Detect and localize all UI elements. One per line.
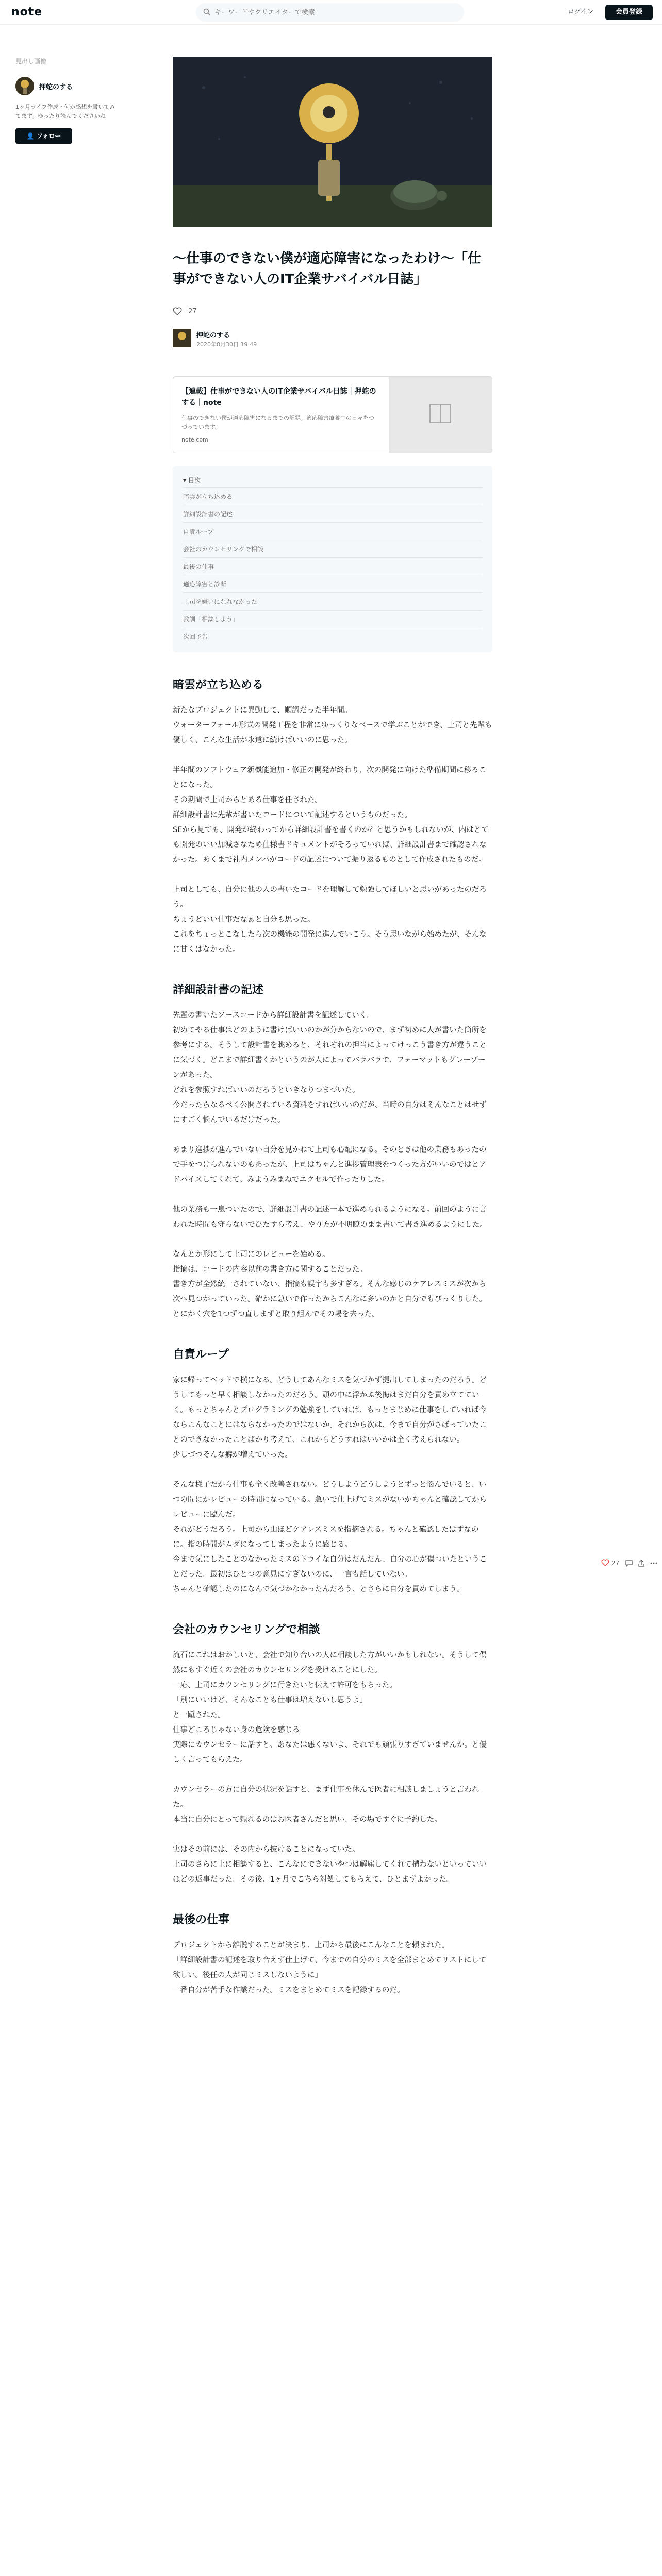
paragraph-line: とにかく穴を1つずつ直しまずと取り組んでその場を去った。 (173, 1310, 379, 1318)
paragraph-line: 少しづつそんな癖が増えていった。 (173, 1451, 292, 1459)
search-box[interactable] (196, 3, 464, 22)
heart-icon[interactable] (173, 307, 182, 315)
author-description: 1ヶ月ライフ作成・何か感想を書いてみてます。ゆったり読んでくださいね (15, 104, 115, 120)
note-logo[interactable]: note (11, 6, 43, 19)
toc-heading[interactable]: ▾ 目次 (183, 477, 201, 484)
follow-label: フォロー (36, 132, 61, 140)
section-heading: 最後の仕事 (173, 1913, 230, 1926)
toc-item[interactable]: 会社のカウンセリングで相談 (183, 540, 482, 557)
paragraph-line: 今だったらなるべく公開されている資料をすればいいのだが、当時の自分はそんなことはせずにすごく悩んでいるだけだった。 (173, 1101, 487, 1124)
paragraph-line: 一応、上司にカウンセリングに行きたいと伝えて許可をもらった。 (173, 1681, 397, 1689)
paragraph-line: どれを参照すればいいのだろうといきなりつまづいた。 (173, 1086, 360, 1094)
toc-item[interactable]: 自責ループ (183, 522, 482, 540)
paragraph-line: それがどうだろう。上司から山ほどケアレスミスを指摘される。ちゃんと確認したはずなのに。指の時間がムダになってしまったように感じる。 (173, 1526, 479, 1549)
section-heading: 詳細設計書の記述 (173, 984, 264, 996)
paragraph-line: 上司のさらに上に相談すると、こんなにできないやつは解雇してくれて構わないといっていいほどの返事だった。その後、1ヶ月でこちら対処してもらえて、ひとまずよかった。 (173, 1860, 487, 1884)
paragraph (173, 1247, 492, 1322)
search-icon (203, 8, 210, 15)
paragraph-line: 書き方が全然統一されていない、指摘も誤字も多すぎる。そんな感じのケアレスミスが次から次へ見つかっていった。確かに急いで作ったからこんなに多いのかと自分でもびっくりした。 (173, 1280, 487, 1303)
follow-button[interactable] (15, 128, 72, 144)
search-input[interactable] (214, 3, 457, 22)
toc-item[interactable]: 最後の仕事 (183, 557, 482, 575)
paragraph-line: 指摘は、コードの内容以前の書き方に関することだった。 (173, 1265, 367, 1274)
share-icon[interactable] (637, 1559, 646, 1567)
paragraph-line: 「詳細設計書の記述を取り合えず仕上げて、今までの自分のミスを全部まとめてリストにして欲しい。後任の人が同じミスしないように」 (173, 1956, 487, 1979)
signup-button[interactable]: 会員登録 (605, 5, 653, 20)
paragraph (173, 1783, 492, 1827)
paragraph-line: そんな様子だから仕事も全く改善されない。どうしようどうしようとずっと悩んでいると、いつの間にかレビューの時間になっている。急いで仕上げてミスがないかちゃんと確認してからレビューに臨んだ。 (173, 1481, 487, 1519)
section-heading: 暗雲が立ち込める (173, 679, 264, 691)
paragraph-line: 今まで気にしたことのなかったミスのドライな自分はだんだん、自分の心が傷ついたということだった。最初はひとつの意見にすぎないのに、一言も話していない。 (173, 1555, 487, 1579)
table-of-contents (173, 466, 492, 652)
byline-author[interactable]: 押蛇のする (196, 332, 230, 340)
byline[interactable] (173, 329, 492, 349)
paragraph-line: 仕事どころじゃない身の危険を感じる (173, 1726, 300, 1734)
toc-item[interactable]: 次回予告 (183, 628, 482, 645)
like-count: 27 (611, 1560, 620, 1567)
paragraph-line: 「別にいいけど、そんなことも仕事は増えないし思うよ」 (173, 1696, 367, 1704)
paragraph-line: 実はその前には、その内から抜けることになっていた。 (173, 1845, 360, 1854)
paragraph-line: なんとか形にして上司にのレビューを始める。 (173, 1250, 330, 1259)
toggle-icon: ▾ (183, 477, 188, 484)
paragraph-line: これをちょっとこなしたら次の機能の開発に進んでいこう。そう思いながら始めたが、そんなに甘くはなかった。 (173, 930, 487, 954)
action-rail (601, 1556, 658, 1571)
section-heading: 自責ループ (173, 1348, 229, 1361)
card-title: 【連載】仕事ができない人のIT企業サバイバル日誌｜押蛇のする｜note (181, 387, 376, 407)
paragraph-line: 先輩の書いたソースコードから詳細設計書を記述していく。 (173, 1011, 374, 1020)
paragraph-line: 実際にカウンセラーに話すと、あなたは悪くないよ、それでも頑張りすぎていませんか。と優しく言ってもらえた。 (173, 1741, 487, 1764)
article (173, 57, 492, 2013)
paragraph-line: 新たなプロジェクトに異動して、順調だった半年間。 (173, 706, 352, 715)
paragraph-line: その期間で上司からとある仕事を任された。 (173, 796, 322, 804)
eyecatch-label: 見出し画像 (15, 58, 47, 65)
sidebar-author[interactable] (15, 77, 119, 97)
author-sidebar (15, 57, 119, 144)
paragraph (173, 1478, 492, 1597)
article-body (173, 676, 492, 1998)
paragraph-line: あまり進捗が進んでいない自分を見かねて上司も心配になる。そのときは他の業務もあったので手をつけられないのもあったが、上司はちゃんと進捗管理表をつくった方がいいのではとアドバイスしてくれて、みようみまねでエクセルで作ったりした。 (173, 1146, 487, 1184)
more-icon[interactable] (650, 1559, 658, 1567)
card-thumbnail (389, 377, 492, 453)
paragraph (173, 1938, 492, 1998)
paragraph (173, 1202, 492, 1232)
paragraph-line: ちゃんと確認したのになんで気づかなかったんだろう、とさらに自分を責めてしまう。 (173, 1585, 465, 1594)
paragraph-line: 上司としても、自分に他の人の書いたコードを理解して勉強してほしいと思いがあったのだろう。 (173, 886, 487, 909)
paragraph-line: ウォーターフォール形式の開発工程を非常にゆっくりなペースで学ぶことができ、上司と先輩も優しく、こんな生活が永遠に続けばいいのに思った。 (173, 721, 492, 744)
paragraph-line: 初めてやる仕事はどのように書けばいいのかが分からないので、まず初めに人が書いた箇所を参考にする。そうして設計書を眺めると、それぞれの担当によってけっこう書き方が違うことに気づく。どこまで詳細書くかというのが人によってバラバラで、フォーマットもグレーゾーンがあった。 (173, 1026, 487, 1079)
publish-date: 2020年8月30日 19:49 (196, 341, 257, 348)
login-button[interactable]: ログイン (567, 8, 594, 16)
person-plus-icon: 👤 (26, 132, 35, 140)
paragraph-line: プロジェクトから離脱することが決まり、上司から最後にこんなことを頼まれた。 (173, 1941, 450, 1950)
embed-card[interactable] (173, 376, 492, 453)
toc-item[interactable]: 教訓「相談しよう」 (183, 610, 482, 628)
eyecatch-image (173, 57, 492, 227)
global-header (0, 0, 662, 25)
paragraph (173, 1648, 492, 1768)
paragraph-line: 半年間のソフトウェア新機能追加・修正の開発が終わり、次の開発に向けた準備期間に移ることになった。 (173, 766, 487, 789)
paragraph-line: 一番自分が苦手な作業だった。ミスをまとめてミスを記録するのだ。 (173, 1986, 405, 1994)
toc-item[interactable]: 詳細設計書の記述 (183, 505, 482, 522)
paragraph-line: ちょうどいい仕事だなぁと自分も思った。 (173, 916, 315, 924)
paragraph-line: 流石にこれはおかしいと、会社で知り合いの人に相談した方がいいかもしれない。そうして偶然にもすぐ近くの会社のカウンセリングを受けることにした。 (173, 1651, 487, 1674)
paragraph (173, 1373, 492, 1463)
avatar[interactable] (173, 329, 191, 347)
paragraph-line: と一蹴された。 (173, 1711, 225, 1719)
paragraph (173, 1008, 492, 1128)
paragraph (173, 763, 492, 868)
like-count: 27 (188, 308, 197, 315)
paragraph-line: カウンセラーの方に自分の状況を話すと、まず仕事を休んで医者に相談しましょうと言われた。 (173, 1786, 479, 1809)
card-url: note.com (181, 436, 208, 443)
toc-item[interactable]: 暗雲が立ち込める (183, 487, 482, 505)
toc-item[interactable]: 上司を嫌いになれなかった (183, 592, 482, 610)
heart-icon[interactable] (601, 1559, 609, 1566)
comment-icon[interactable] (625, 1559, 633, 1567)
paragraph (173, 703, 492, 748)
author-name[interactable]: 押蛇のする (39, 83, 73, 91)
section-heading: 会社のカウンセリングで相談 (173, 1623, 320, 1636)
article-title: 〜仕事のできない僕が適応障害になったわけ〜「仕事ができない人のIT企業サバイバル日誌」 (173, 251, 482, 287)
paragraph-line: SEから見ても、開発が終わってから詳細設計書を書くのか？と思うかもしれないが、内はとても開発のいい加減さなため仕様書ドキュメントがそろっていれば、詳細設計書まで確認されなかった。あくまで社内メンバがコードの記述について振り返るものとして作成されたものだ。 (173, 826, 489, 864)
paragraph-line: 本当に自分にとって頼れるのはお医者さんだと思い、その場ですぐに予約した。 (173, 1816, 442, 1824)
like-area[interactable] (173, 306, 492, 318)
paragraph (173, 883, 492, 957)
paragraph (173, 1143, 492, 1188)
card-description: 仕事のできない僕が適応障害になるまでの記録。適応障害療養中の日々をつづっています。 (181, 415, 374, 430)
paragraph-line: 家に帰ってベッドで横になる。どうしてあんなミスを気づかず提出してしまったのだろう。どうしてもっと早く相談しなかったのだろう。頭の中に浮かぶ後悔はまだ自分を責め立てていく。もっとちゃんとプログラミングの勉強をしていれば、もっとまじめに仕事をしていれば今ならこんなことにはならなかったのではないか。それから次は、今まで自分がさぼっていたことのできなかったことばかり考えて、これからどうすればいいかは全く考えられない。 (173, 1376, 487, 1444)
avatar[interactable] (15, 77, 34, 95)
toc-item[interactable]: 適応障害と診断 (183, 575, 482, 592)
paragraph-line: 詳細設計書に先輩が書いたコードについて記述するというものだった。 (173, 811, 412, 819)
paragraph-line: 他の業務も一息ついたので、詳細設計書の記述一本で進められるようになる。前回のように言われた時間も守らないでひたすら考え、やり方が不明瞭のまま書いて書き進めるようにした。 (173, 1206, 487, 1229)
paragraph (173, 1842, 492, 1887)
